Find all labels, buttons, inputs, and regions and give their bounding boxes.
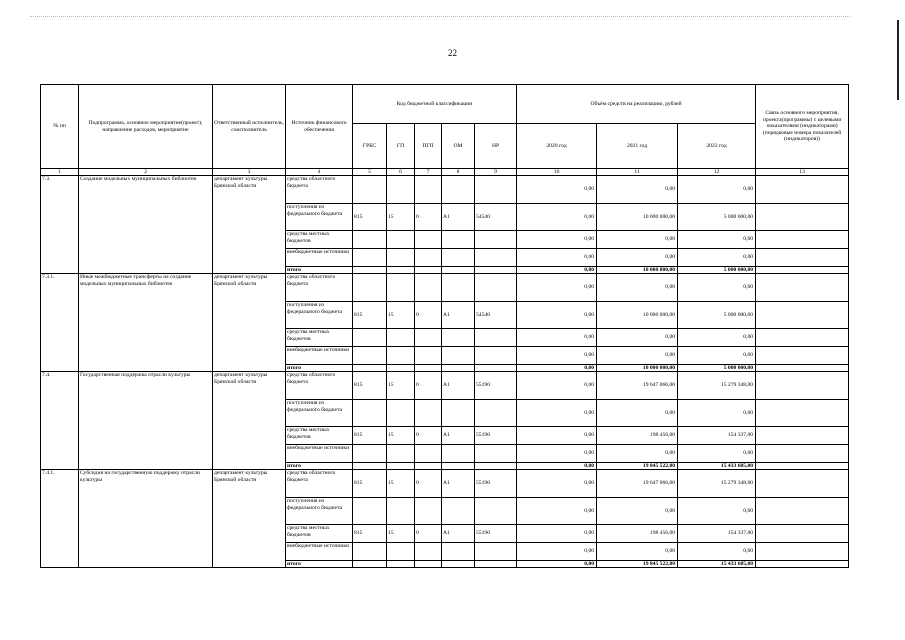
table-body [41,176,849,568]
code-gp: 15 [387,204,415,231]
header-om: ОМ [442,124,475,169]
indicator-link [756,204,849,231]
code-pgp [415,463,442,470]
code-nr: 55190 [475,525,517,543]
code-pgp [415,267,442,274]
code-grbs [353,249,387,267]
indicator-link [756,543,849,561]
code-om [442,498,475,525]
indicator-link [756,400,849,427]
funding-source: итого [286,561,353,568]
amount-2022: 154 337,00 [678,525,756,543]
code-grbs [353,463,387,470]
header-pgp: ПГП [415,124,442,169]
code-om [442,365,475,372]
amount-2022: 0,00 [678,445,756,463]
code-om [442,231,475,249]
indicator-link [756,365,849,372]
code-gp [387,329,415,347]
section-executor: департамент культуры Брянской области [213,274,286,372]
code-gp [387,463,415,470]
amount-2020: 0,00 [517,498,597,525]
code-pgp [415,400,442,427]
code-nr: 55190 [475,427,517,445]
amount-2021: 0,00 [597,498,678,525]
amount-2020: 0,00 [517,204,597,231]
code-nr [475,267,517,274]
code-gp [387,445,415,463]
amount-2020: 0,00 [517,427,597,445]
table-row [41,176,849,204]
code-om: A1 [442,427,475,445]
col-num: 11 [597,169,678,176]
funding-source: итого [286,463,353,470]
col-num: 2 [79,169,213,176]
indicator-link [756,249,849,267]
indicator-link [756,470,849,498]
indicator-link [756,463,849,470]
funding-source: средства областного бюджета [286,470,353,498]
amount-2021: 10 000 000,00 [597,302,678,329]
code-om: A1 [442,204,475,231]
code-gp [387,231,415,249]
amount-2020: 0,00 [517,445,597,463]
code-nr [475,176,517,204]
code-pgp [415,561,442,568]
header-program: Подпрограмма, основное мероприятие(проект), направление расходов, мероприятие [79,85,213,169]
code-gp: 15 [387,372,415,400]
code-grbs [353,267,387,274]
table-row [41,470,849,498]
amount-2021: 0,00 [597,249,678,267]
funding-source: поступления из федерального бюджета [286,204,353,231]
code-nr [475,400,517,427]
amount-2022: 15 279 348,00 [678,470,756,498]
header-source: Источник финансового обеспечения [286,85,353,169]
indicator-link [756,445,849,463]
code-gp [387,347,415,365]
header-executor: Ответственный исполнитель, соисполнитель [213,85,286,169]
funding-source: средства местных бюджетов [286,427,353,445]
scan-edge-mark [897,20,899,100]
code-nr [475,445,517,463]
col-num: 1 [41,169,79,176]
amount-2022: 15 279 348,00 [678,372,756,400]
indicator-link [756,347,849,365]
code-om: A1 [442,470,475,498]
col-num: 4 [286,169,353,176]
code-pgp [415,249,442,267]
amount-2021: 19 845 522,00 [597,561,678,568]
code-grbs: 815 [353,204,387,231]
header-gp: ГП [387,124,415,169]
code-nr: 55190 [475,470,517,498]
header-no: № пп [41,85,79,169]
code-om [442,249,475,267]
code-pgp: 0 [415,470,442,498]
col-num: 12 [678,169,756,176]
code-grbs [353,400,387,427]
col-num: 10 [517,169,597,176]
code-pgp: 0 [415,372,442,400]
section-number: 7.4. [41,372,79,470]
code-om [442,176,475,204]
section-number: 7.3.1. [41,274,79,372]
amount-2021: 0,00 [597,329,678,347]
code-om [442,463,475,470]
amount-2021: 0,00 [597,347,678,365]
code-pgp: 0 [415,302,442,329]
code-pgp: 0 [415,427,442,445]
code-nr [475,498,517,525]
code-grbs [353,347,387,365]
funding-source: средства областного бюджета [286,176,353,204]
funding-source: средства местных бюджетов [286,329,353,347]
section-executor: департамент культуры Брянской области [213,372,286,470]
amount-2022: 0,00 [678,498,756,525]
indicator-link [756,525,849,543]
code-om [442,267,475,274]
page-number: 22 [448,48,457,58]
amount-2021: 10 000 000,00 [597,365,678,372]
code-gp [387,498,415,525]
amount-2022: 15 433 685,00 [678,463,756,470]
amount-2020: 0,00 [517,470,597,498]
code-grbs [353,365,387,372]
col-num: 3 [213,169,286,176]
section-name: Создание модельных муниципальных библиотек [79,176,213,274]
indicator-link [756,267,849,274]
column-number-row [41,169,849,176]
section-name: Иные межбюджетные трансферты на создание модельных муниципальных библиотек [79,274,213,372]
code-pgp: 0 [415,204,442,231]
amount-2020: 0,00 [517,400,597,427]
amount-2020: 0,00 [517,329,597,347]
header-year-2020: 2020 год [517,124,597,169]
code-gp: 15 [387,470,415,498]
code-grbs [353,274,387,302]
funding-source: итого [286,267,353,274]
amount-2022: 0,00 [678,347,756,365]
col-num: 13 [756,169,849,176]
code-pgp [415,347,442,365]
code-grbs: 815 [353,372,387,400]
code-pgp [415,365,442,372]
indicator-link [756,176,849,204]
section-name: Субсидия на государственную поддержку отрасли культуры [79,470,213,568]
amount-2021: 0,00 [597,231,678,249]
funding-source: поступления из федерального бюджета [286,302,353,329]
code-nr [475,365,517,372]
col-num: 5 [353,169,387,176]
amount-2022: 5 000 000,00 [678,365,756,372]
code-pgp [415,445,442,463]
code-grbs [353,329,387,347]
code-grbs: 815 [353,525,387,543]
col-num: 9 [475,169,517,176]
code-nr [475,274,517,302]
code-gp [387,274,415,302]
indicator-link [756,329,849,347]
code-nr [475,249,517,267]
code-om: A1 [442,302,475,329]
code-om [442,347,475,365]
amount-2021: 0,00 [597,400,678,427]
amount-2020: 0,00 [517,372,597,400]
amount-2021: 198 456,00 [597,525,678,543]
amount-2022: 154 337,00 [678,427,756,445]
indicator-link [756,561,849,568]
code-grbs [353,498,387,525]
code-gp [387,267,415,274]
amount-2021: 0,00 [597,176,678,204]
code-nr: 54540 [475,204,517,231]
header-kbk: Код бюджетной классификации [353,85,517,124]
amount-2020: 0,00 [517,176,597,204]
code-gp [387,176,415,204]
code-pgp [415,543,442,561]
amount-2021: 19 647 066,00 [597,372,678,400]
amount-2022: 5 000 000,00 [678,302,756,329]
amount-2022: 0,00 [678,400,756,427]
amount-2021: 0,00 [597,274,678,302]
amount-2020: 0,00 [517,543,597,561]
section-name: Государственная поддержка отрасли культуры [79,372,213,470]
section-executor: департамент культуры Брянской области [213,176,286,274]
amount-2021: 10 000 000,00 [597,204,678,231]
funding-source: средства областного бюджета [286,372,353,400]
amount-2022: 0,00 [678,176,756,204]
code-grbs: 815 [353,302,387,329]
col-num: 7 [415,169,442,176]
amount-2022: 0,00 [678,274,756,302]
amount-2022: 0,00 [678,543,756,561]
amount-2022: 0,00 [678,249,756,267]
code-gp [387,400,415,427]
table-row [41,372,849,400]
code-gp [387,365,415,372]
amount-2020: 0,00 [517,365,597,372]
header-nr: НР [475,124,517,169]
code-gp: 15 [387,525,415,543]
code-nr [475,543,517,561]
code-pgp [415,176,442,204]
amount-2020: 0,00 [517,249,597,267]
code-gp: 15 [387,427,415,445]
code-nr [475,347,517,365]
funding-source: поступления из федерального бюджета [286,400,353,427]
amount-2022: 0,00 [678,231,756,249]
amount-2022: 5 000 000,00 [678,204,756,231]
code-pgp: 0 [415,525,442,543]
funding-source: поступления из федерального бюджета [286,498,353,525]
code-pgp [415,274,442,302]
header-link: Связь основного мероприятия, проекта(программы) с целевыми показателями (индикаторами) (порядковые номера показателей (индикаторов)) [756,85,849,169]
indicator-link [756,498,849,525]
amount-2021: 19 845 522,00 [597,463,678,470]
code-grbs [353,561,387,568]
code-grbs: 815 [353,427,387,445]
funding-source: средства областного бюджета [286,274,353,302]
header-volume: Объём средств на реализацию, рублей [517,85,756,124]
funding-source: итого [286,365,353,372]
code-nr: 54540 [475,302,517,329]
indicator-link [756,302,849,329]
code-grbs [353,445,387,463]
code-grbs [353,543,387,561]
code-gp [387,543,415,561]
section-number: 7.4.1. [41,470,79,568]
section-executor: департамент культуры Брянской области [213,470,286,568]
indicator-link [756,274,849,302]
code-gp [387,249,415,267]
amount-2022: 15 433 685,00 [678,561,756,568]
col-num: 6 [387,169,415,176]
amount-2021: 198 456,00 [597,427,678,445]
code-nr [475,329,517,347]
code-om [442,445,475,463]
header-year-2021: 2021 год [597,124,678,169]
code-om: A1 [442,372,475,400]
funding-source: внебюджетные источники [286,347,353,365]
amount-2022: 5 000 000,00 [678,267,756,274]
funding-source: внебюджетные источники [286,445,353,463]
code-om: A1 [442,525,475,543]
header-grbs: ГРБС [353,124,387,169]
table-row [41,274,849,302]
code-gp: 15 [387,302,415,329]
code-om [442,561,475,568]
budget-table [40,84,849,568]
amount-2020: 0,00 [517,267,597,274]
amount-2020: 0,00 [517,525,597,543]
indicator-link [756,231,849,249]
code-gp [387,561,415,568]
header-year-2022: 2022 год [678,124,756,169]
code-pgp [415,329,442,347]
code-nr: 55190 [475,372,517,400]
scan-artifact-line [30,16,850,17]
amount-2020: 0,00 [517,274,597,302]
indicator-link [756,372,849,400]
amount-2020: 0,00 [517,561,597,568]
amount-2022: 0,00 [678,329,756,347]
code-grbs [353,231,387,249]
code-om [442,274,475,302]
amount-2020: 0,00 [517,231,597,249]
code-pgp [415,498,442,525]
funding-source: средства местных бюджетов [286,231,353,249]
funding-source: внебюджетные источники [286,249,353,267]
code-nr [475,463,517,470]
code-om [442,400,475,427]
amount-2020: 0,00 [517,463,597,470]
amount-2020: 0,00 [517,347,597,365]
amount-2020: 0,00 [517,302,597,329]
section-number: 7.3. [41,176,79,274]
code-nr [475,231,517,249]
code-pgp [415,231,442,249]
amount-2021: 0,00 [597,543,678,561]
amount-2021: 0,00 [597,445,678,463]
indicator-link [756,427,849,445]
amount-2021: 19 647 066,00 [597,470,678,498]
code-grbs: 815 [353,470,387,498]
funding-source: внебюджетные источники [286,543,353,561]
code-om [442,543,475,561]
code-nr [475,561,517,568]
amount-2021: 10 000 000,00 [597,267,678,274]
code-om [442,329,475,347]
col-num: 8 [442,169,475,176]
funding-source: средства местных бюджетов [286,525,353,543]
code-grbs [353,176,387,204]
